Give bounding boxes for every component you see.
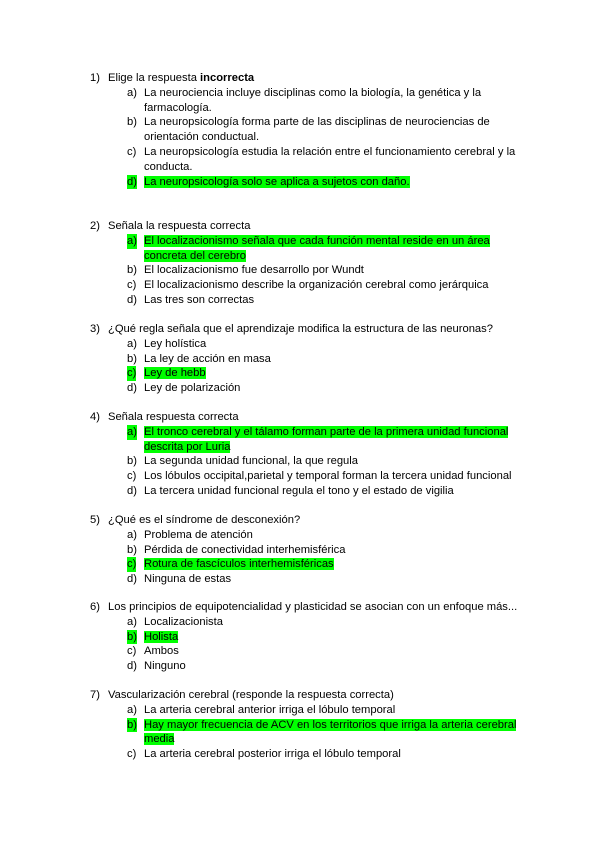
option-label: La arteria cerebral anterior irriga el lóbulo temporal (144, 703, 396, 716)
option-label: Problema de atención (144, 528, 253, 541)
correct-answer-text (144, 234, 519, 264)
option-1 (0, 86, 600, 116)
question-text-plain: Los principios de equipotencialidad y plasticidad se asocian con un enfoque más... (108, 601, 518, 613)
option-label: El localizacionismo fue desarrollo por Wundt (144, 264, 364, 277)
question-text (108, 688, 394, 703)
question-text-plain: ¿Qué regla señala que el aprendizaje modifica la estructura de las neuronas? (108, 323, 493, 335)
question-text (108, 410, 239, 425)
option-text (144, 337, 519, 352)
question-text-plain: Elige la respuesta (108, 72, 201, 84)
option-letter: c) (127, 645, 137, 658)
option-letter: b) (127, 455, 137, 468)
option-letter: a) (127, 234, 137, 247)
option-label: Ninguno (144, 660, 186, 673)
option-label: Los lóbulos occipital,parietal y temporal forman la tercera unidad funcional (144, 470, 512, 483)
correct-answer-text (144, 425, 519, 455)
question-text-plain: Vascularización cerebral (responde la respuesta correcta) (108, 689, 394, 701)
question-line (0, 513, 600, 528)
option-text (144, 572, 519, 587)
option-label: El localizacionismo describe la organización cerebral como jerárquica (144, 279, 489, 292)
option-label: Holista (144, 630, 179, 643)
option-4 (0, 484, 600, 499)
option-label: Ambos (144, 645, 179, 658)
option-letter: c) (127, 470, 137, 483)
option-4 (0, 293, 600, 308)
option-text (144, 703, 519, 718)
option-label: Ley de polarización (144, 382, 241, 395)
option-text (144, 263, 519, 278)
option-1 (0, 615, 600, 630)
option-2 (0, 115, 600, 145)
option-4 (0, 659, 600, 674)
option-letter: a) (127, 528, 137, 541)
question-text (108, 71, 254, 86)
correct-answer-text (144, 175, 519, 190)
option-1 (0, 528, 600, 543)
option-3 (0, 644, 600, 659)
option-letter: b) (127, 116, 137, 129)
option-text (144, 469, 519, 484)
option-letter: b) (127, 543, 137, 556)
option-text (144, 293, 519, 308)
question-text (108, 513, 300, 528)
option-letter: a) (127, 615, 137, 628)
question-text-plain: ¿Qué es el síndrome de desconexión? (108, 514, 301, 526)
option-text (144, 543, 519, 558)
option-3 (0, 145, 600, 175)
option-letter: b) (127, 264, 137, 277)
option-2 (0, 263, 600, 278)
option-1 (0, 234, 600, 264)
option-label: Ninguna de estas (144, 573, 232, 586)
option-label: La neurociencia incluye disciplinas como la biología, la genética y la farmacología. (144, 86, 482, 114)
question-text-plain: Señala respuesta correcta (108, 411, 239, 423)
option-text (144, 454, 519, 469)
option-letter: a) (127, 337, 137, 350)
option-2 (0, 630, 600, 645)
option-label: Rotura de fascículos interhemisféricas (144, 558, 334, 571)
question-line (0, 219, 600, 234)
option-letter: d) (127, 573, 137, 586)
correct-answer-text (144, 557, 519, 572)
option-list (0, 86, 600, 190)
option-text (144, 115, 519, 145)
question-number: 7) (90, 689, 100, 701)
question-line (0, 688, 600, 703)
question-number: 1) (90, 72, 100, 84)
option-2 (0, 543, 600, 558)
question-3 (0, 322, 600, 396)
question-number: 3) (90, 323, 100, 335)
option-4 (0, 381, 600, 396)
option-text (144, 278, 519, 293)
option-4 (0, 572, 600, 587)
option-letter: d) (127, 175, 137, 188)
question-line (0, 71, 600, 86)
option-letter: d) (127, 484, 137, 497)
option-1 (0, 703, 600, 718)
option-letter: c) (127, 558, 137, 571)
option-label: Hay mayor frecuencia de ACV en los territorios que irriga la arteria cerebral media (144, 718, 517, 746)
question-text (108, 219, 250, 234)
option-1 (0, 337, 600, 352)
question-text-bold: incorrecta (200, 72, 255, 84)
option-3 (0, 469, 600, 484)
option-list (0, 425, 600, 499)
option-list (0, 615, 600, 674)
question-6 (0, 600, 600, 674)
option-label: Localizacionista (144, 615, 223, 628)
option-letter: d) (127, 293, 137, 306)
option-text (144, 644, 519, 659)
option-letter: b) (127, 352, 137, 365)
option-3 (0, 747, 600, 762)
option-label: Ley holística (144, 337, 207, 350)
option-letter: c) (127, 748, 137, 761)
option-label: Ley de hebb (144, 367, 206, 380)
question-text (108, 600, 517, 615)
option-label: El tronco cerebral y el tálamo forman parte de la primera unidad funcional descrita por Luria (144, 425, 509, 453)
option-label: La tercera unidad funcional regula el tono y el estado de vigilia (144, 484, 454, 497)
question-text-plain: Señala la respuesta correcta (108, 220, 251, 232)
option-label: La neuropsicología solo se aplica a sujetos con daño. (144, 175, 410, 188)
option-label: La neuropsicología estudia la relación entre el funcionamiento cerebral y la conducta. (144, 145, 516, 173)
question-line (0, 600, 600, 615)
option-list (0, 234, 600, 308)
question-4 (0, 410, 600, 499)
question-number: 4) (90, 411, 100, 423)
question-line (0, 410, 600, 425)
question-number: 6) (90, 601, 100, 613)
question-text (108, 322, 493, 337)
option-3 (0, 366, 600, 381)
option-2 (0, 352, 600, 367)
question-number: 2) (90, 220, 100, 232)
option-letter: c) (127, 367, 137, 380)
option-text (144, 528, 519, 543)
option-letter: a) (127, 86, 137, 99)
option-list (0, 337, 600, 396)
question-line (0, 322, 600, 337)
option-text (144, 615, 519, 630)
option-label: La ley de acción en masa (144, 352, 271, 365)
option-letter: a) (127, 425, 137, 438)
option-text (144, 484, 519, 499)
option-1 (0, 425, 600, 455)
option-list (0, 528, 600, 587)
question-1 (0, 71, 600, 189)
option-letter: c) (127, 279, 137, 292)
option-text (144, 352, 519, 367)
question-2 (0, 219, 600, 308)
option-label: La neuropsicología forma parte de las disciplinas de neurociencias de orientación conductual. (144, 116, 490, 144)
correct-answer-text (144, 366, 519, 381)
option-label: El localizacionismo señala que cada función mental reside en un área concreta del cerebro (144, 234, 490, 262)
correct-answer-text (144, 718, 519, 748)
option-text (144, 659, 519, 674)
option-text (144, 86, 519, 116)
option-text (144, 381, 519, 396)
option-label: Pérdida de conectividad interhemisférica (144, 543, 346, 556)
question-7 (0, 688, 600, 762)
option-letter: d) (127, 382, 137, 395)
option-list (0, 703, 600, 762)
option-label: La segunda unidad funcional, la que regula (144, 455, 358, 468)
question-5 (0, 513, 600, 587)
option-text (144, 145, 519, 175)
option-label: Las tres son correctas (144, 293, 255, 306)
option-letter: d) (127, 660, 137, 673)
correct-answer-text (144, 630, 519, 645)
question-number: 5) (90, 514, 100, 526)
option-3 (0, 557, 600, 572)
option-letter: c) (127, 145, 137, 158)
option-label: La arteria cerebral posterior irriga el lóbulo temporal (144, 748, 401, 761)
option-letter: b) (127, 630, 137, 643)
option-letter: b) (127, 718, 137, 731)
option-2 (0, 718, 600, 748)
option-3 (0, 278, 600, 293)
option-2 (0, 454, 600, 469)
option-letter: a) (127, 703, 137, 716)
option-text (144, 747, 519, 762)
option-4 (0, 175, 600, 190)
